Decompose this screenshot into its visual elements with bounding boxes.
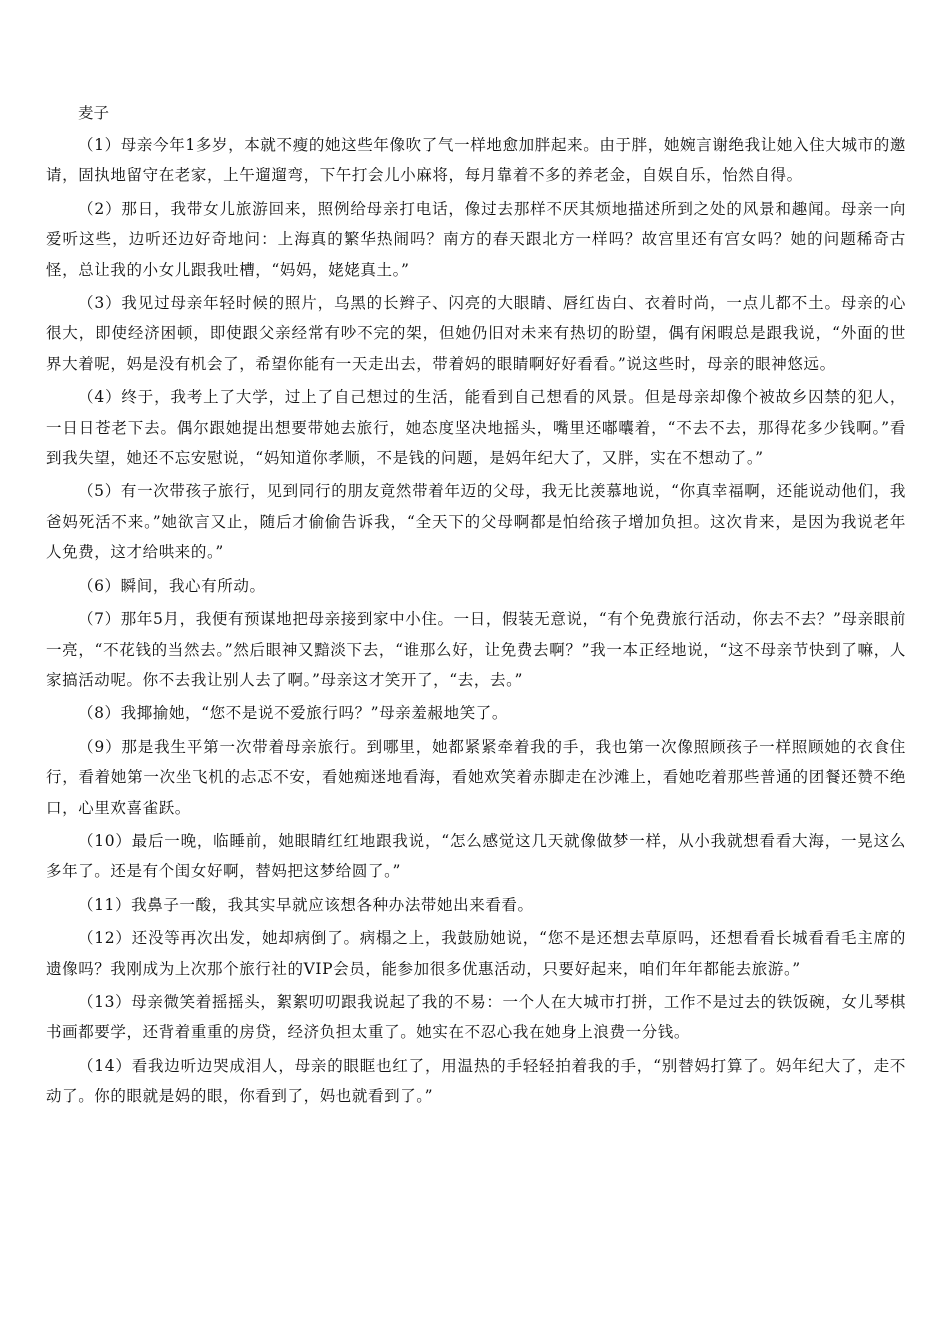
paragraph-6: （6）瞬间，我心有所动。	[78, 576, 266, 595]
paragraph-12: （12）还没等再次出发，她却病倒了。病榻之上，我鼓励她说，“您不是还想去草原吗，还想看看长城看看毛主席的遗像吗？我刚成为上次那个旅行社的VIP会员，能参加很多优惠活动，只要好起来，咱们年年都能去旅游。”	[46, 929, 906, 978]
paragraph-3: （3）我见过母亲年轻时候的照片，乌黑的长辫子、闪亮的大眼睛、唇红齿白、衣着时尚，一点儿都不土。母亲的心很大，即使经济困顿，即使跟父亲经常有吵不完的架，但她仍旧对未来有热切的盼望，偶有闲暇总是跟我说，“外面的世界大着呢，妈是没有机会了，希望你能有一天走出去，带着妈的眼睛啊好好看看。”说这些时，母亲的眼神悠远。	[46, 294, 906, 373]
paragraph-10: （10）最后一晚，临睡前，她眼睛红红地跟我说，“怎么感觉这几天就像做梦一样，从小我就想看看大海，一晃这么多年了。还是有个闺女好啊，替妈把这梦给圆了。”	[46, 831, 906, 881]
author-name: 麦子	[78, 104, 110, 122]
paragraph-11: （11）我鼻子一酸，我其实早就应该想各种办法带她出来看看。	[78, 895, 534, 914]
paragraph-4: （4）终于，我考上了大学，过上了自己想过的生活，能看到自己想看的风景。但是母亲却像个被故乡囚禁的犯人，一日日苍老下去。偶尔跟她提出想要带她去旅行，她态度坚决地摇头，嘴里还嘟囔着，“不去不去，那得花多少钱啊。”看到我失望，她还不忘安慰说，“妈知道你孝顺，不是钱的问题，是妈年纪大了，又胖，实在不想动了。”	[46, 388, 906, 468]
paragraph-9: （9）那是我生平第一次带着母亲旅行。到哪里，她都紧紧牵着我的手，我也第一次像照顾孩子一样照顾她的衣食住行，看着她第一次坐飞机的忐忑不安，看她痴迷地看海，看她欢笑着赤脚走在沙滩上，看她吃着那些普通的团餐还赞不绝口，心里欢喜雀跃。	[46, 737, 906, 817]
paragraph-7: （7）那年5月，我便有预谋地把母亲接到家中小住。一日，假装无意说，“有个免费旅行活动，你去不去？”母亲眼前一亮，“不花钱的当然去。”然后眼神又黯淡下去，“谁那么好，让免费去啊？”我一本正经地说，“这不母亲节快到了嘛，人家搞活动呢。你不去我让别人去了啊。”母亲这才笑开了，“去，去。”	[46, 610, 906, 689]
paragraph-5: （5）有一次带孩子旅行，见到同行的朋友竟然带着年迈的父母，我无比羡慕地说，“你真幸福啊，还能说动他们，我爸妈死活不来。”她欲言又止，随后才偷偷告诉我，“全天下的父母啊都是怕给孩子增加负担。这次肯来，是因为我说老年人免费，这才给哄来的。”	[46, 482, 906, 562]
article-body	[46, 130, 906, 1115]
paragraph-1: （1）母亲今年1多岁，本就不瘦的她这些年像吹了气一样地愈加胖起来。由于胖，她婉言谢绝我让她入住大城市的邀请，固执地留守在老家，上午遛遛弯，下午打会儿小麻将，每月靠着不多的养老金，自娱自乐，怡然自得。	[46, 136, 906, 185]
paragraph-2: （2）那日，我带女儿旅游回来，照例给母亲打电话，像过去那样不厌其烦地描述所到之处的风景和趣闻。母亲一向爱听这些，边听还边好奇地问：上海真的繁华热闹吗？南方的春天跟北方一样吗？故宫里还有宫女吗？她的问题稀奇古怪，总让我的小女儿跟我吐槽，“妈妈，姥姥真土。”	[46, 199, 906, 279]
paragraph-14: （14）看我边听边哭成泪人，母亲的眼眶也红了，用温热的手轻轻拍着我的手，“别替妈打算了。妈年纪大了，走不动了。你的眼就是妈的眼，你看到了，妈也就看到了。”	[46, 1056, 906, 1106]
paragraph-8: （8）我揶揄她，“您不是说不爱旅行吗？”母亲羞赧地笑了。	[78, 704, 509, 723]
paragraph-13: （13）母亲微笑着摇摇头，絮絮叨叨跟我说起了我的不易：一个人在大城市打拼，工作不是过去的铁饭碗，女儿琴棋书画都要学，还背着重重的房贷，经济负担太重了。她实在不忍心我在她身上浪费一分钱。	[46, 992, 906, 1042]
